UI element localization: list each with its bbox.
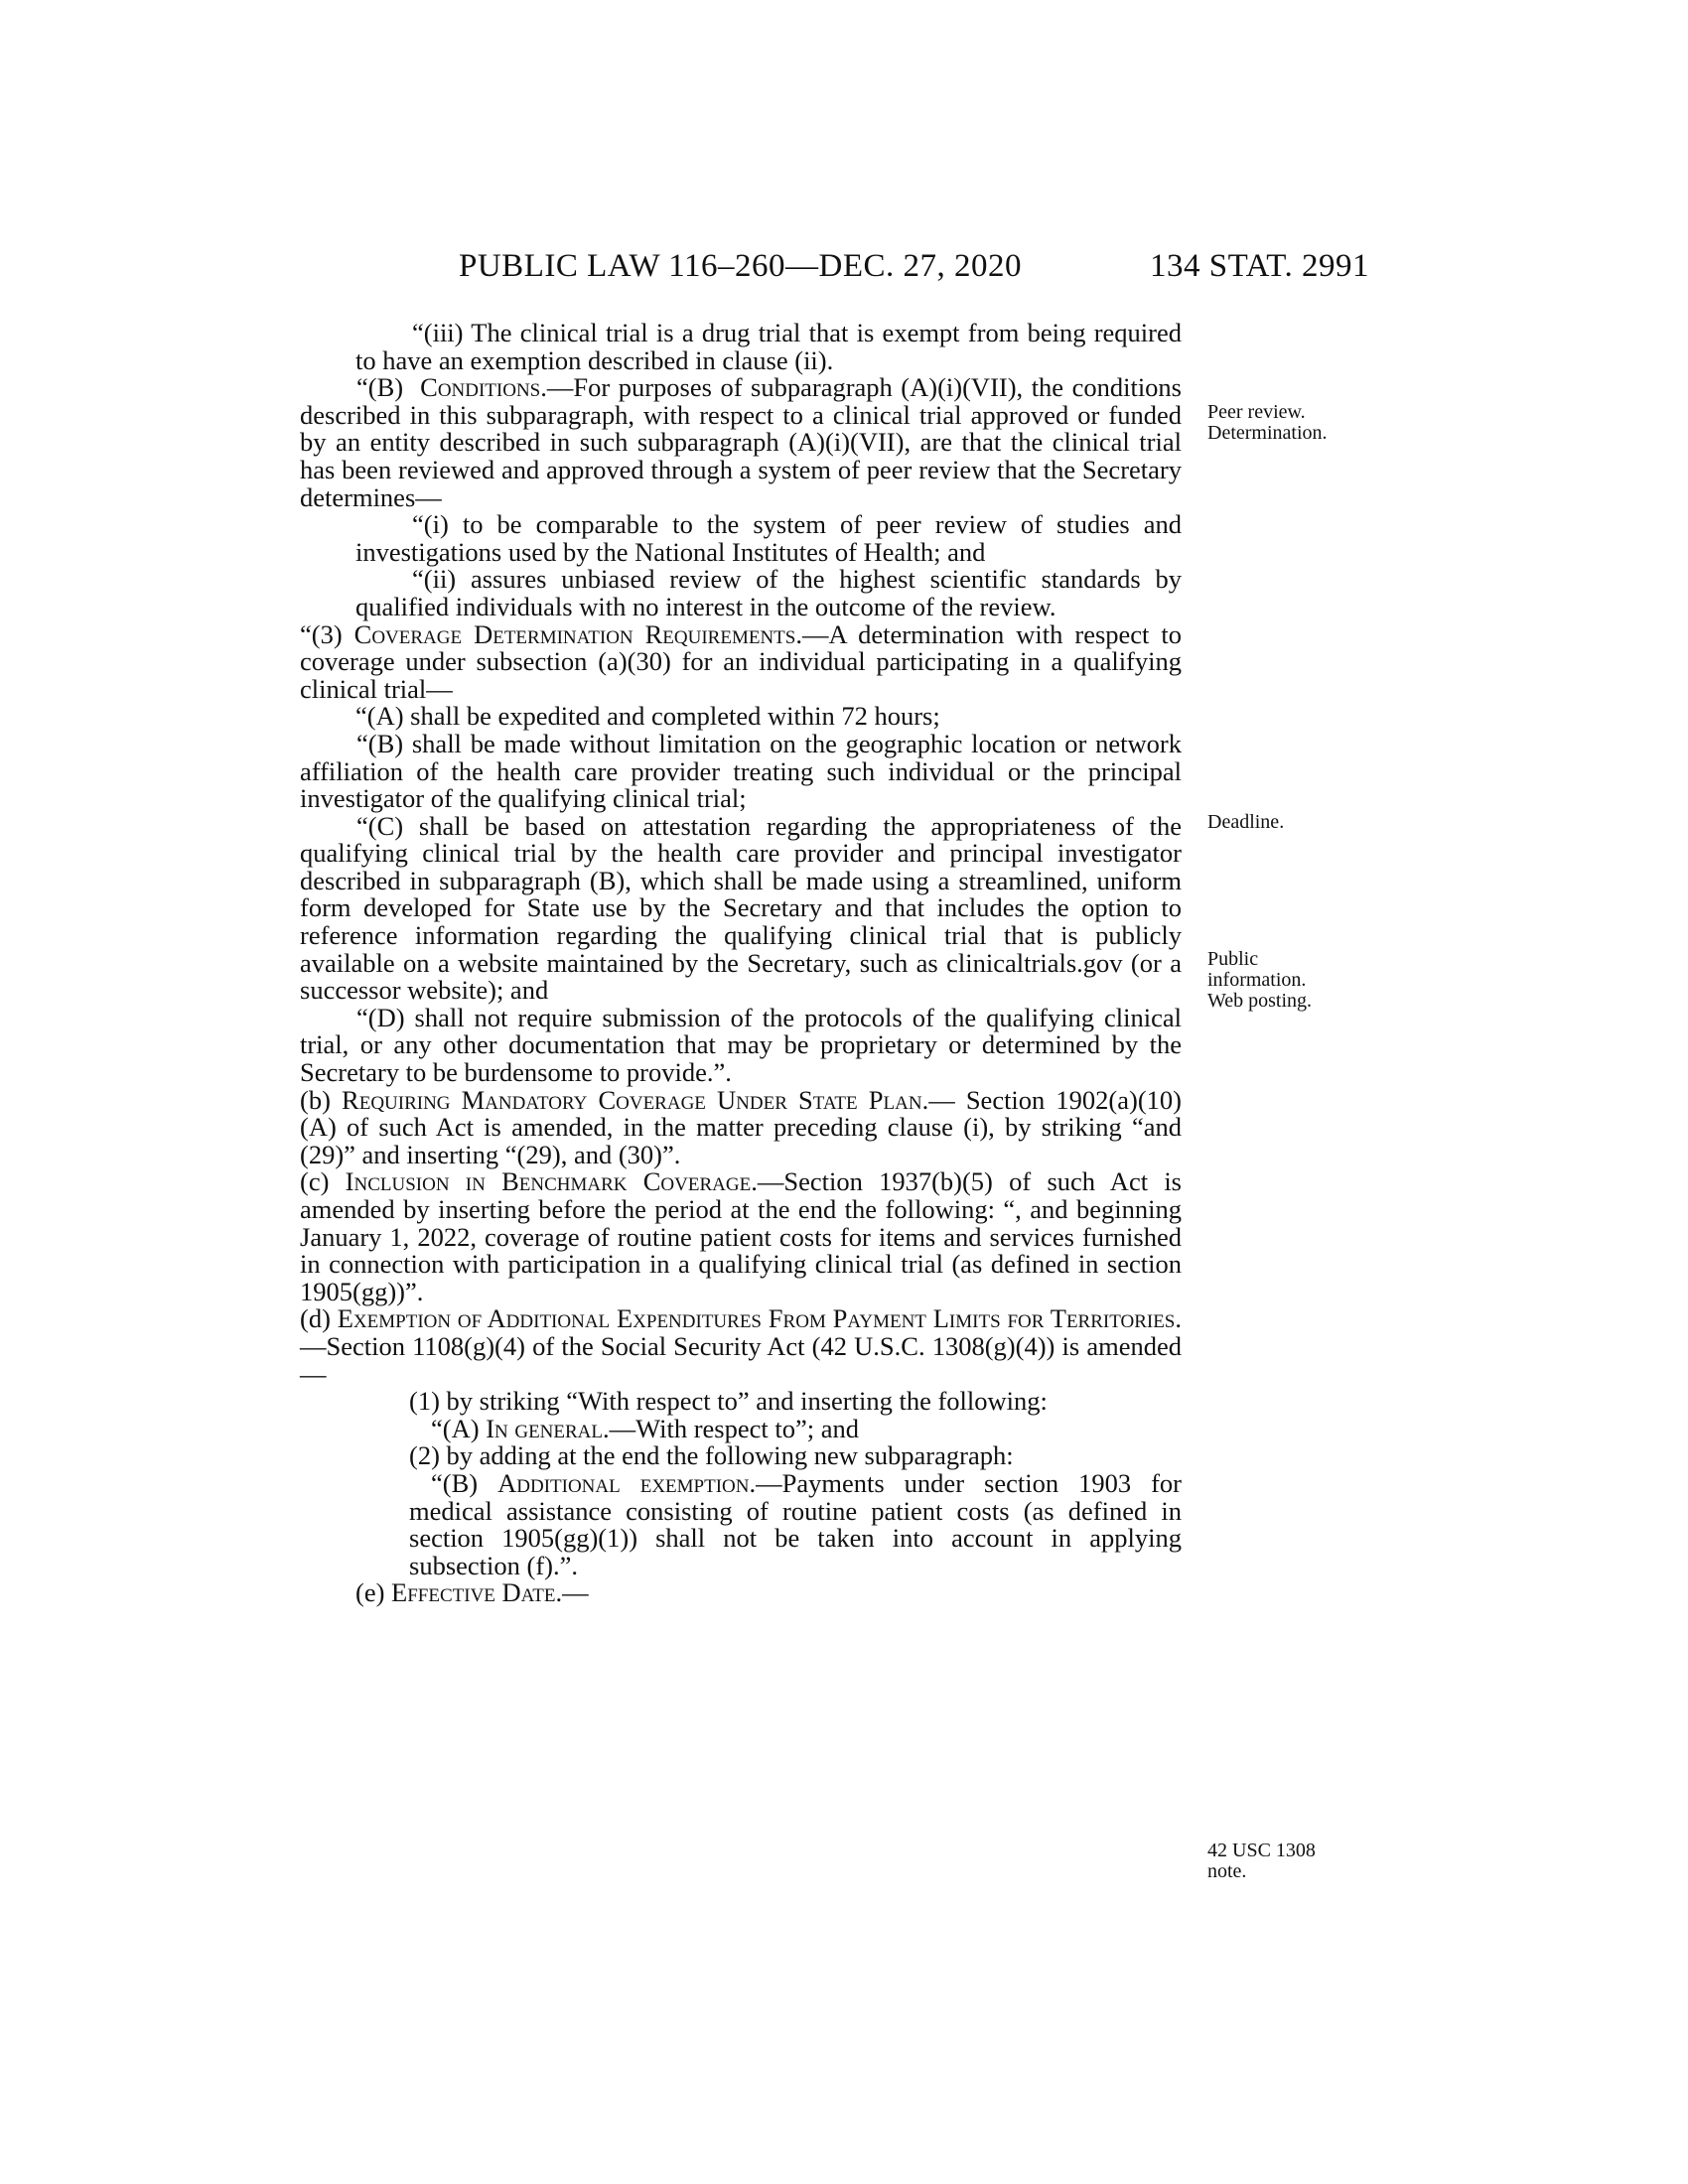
clause-i: “(i) to be comparable to the system of peer review of studies and investigations used by the National Institutes of Health; and [355, 509, 1182, 567]
paragraph-1: (1) by striking “With respect to” and inserting the following: [409, 1386, 1048, 1417]
inserted-subparagraph-b: “(B) Additional exemption.—Payments under section 1903 for medical assistance consisting of routine patient costs (as defined in section 1905(gg)(1)) shall not be taken into account in applying subsection (f).”. [409, 1467, 1182, 1580]
margin-note-determination: Determination. [1207, 422, 1328, 444]
clause-iii: “(iii) The clinical trial is a drug trial that is exempt from being required to have an exemption described in clause (ii). [355, 318, 1182, 375]
heading-mandatory-coverage: Requiring Mandatory Coverage Under State Plan [342, 1084, 922, 1115]
heading-in-general: In general [486, 1413, 604, 1443]
margin-note-deadline: Deadline. [1207, 811, 1285, 833]
subsection-d: (d) Exemption of Additional Expenditures From Payment Limits for Territories.—Section 1108(g)(4) of the Social Security Act (42 U.S.C. 1308(g)(4)) is amended— [300, 1303, 1183, 1389]
heading-coverage-determination: Coverage Determination Requirements [353, 618, 796, 649]
paragraph-3-coverage: “(3) Coverage Determination Requirements.—A determination with respect to coverage under subsection (a)(30) for an individual participating in a qualifying clinical trial— [300, 618, 1182, 704]
margin-note-peer-review: Peer review. [1207, 401, 1306, 423]
subparagraph-c: “(C) shall be based on attestation regarding the appropriateness of the qualifying clinical trial by the health care provider and principal investigator described in subparagraph (B), which shall be made using a streamlined, uniform form developed for State use by the Secretary and that includes the option to reference information regarding the qualifying clinical trial that is publicly available on a website maintained by the Secretary, such as clinicaltrials.gov (or a successor website); and [300, 810, 1182, 1006]
margin-note-note: note. [1207, 1860, 1247, 1882]
margin-note-web-posting: Web posting. [1207, 990, 1313, 1012]
subparagraph-b-conditions: “(B) Conditions.—For purposes of subparagraph (A)(i)(VII), the conditions described in this subparagraph, with respect to a clinical trial approved or funded by an entity described in such subparagraph (A)(i)(VII), are that the clinical trial has been reviewed and approved through a system of peer review that the Secretary determines— [300, 372, 1182, 512]
statute-body [300, 320, 1182, 1607]
subparagraph-b: “(B) shall be made without limitation on the geographic location or network affiliation of the health care provider treating such individual or the principal investigator of the qualifying clinical trial; [300, 728, 1182, 814]
heading-effective-date: Effective Date [391, 1577, 556, 1608]
heading-conditions: Conditions [420, 372, 541, 403]
inserted-subparagraph-a: “(A) In general.—With respect to”; and [431, 1413, 859, 1443]
subparagraph-a: “(A) shall be expedited and completed within 72 hours; [355, 701, 940, 732]
margin-note-usc-citation: 42 USC 1308 [1207, 1840, 1316, 1861]
margin-note-information: information. [1207, 969, 1307, 991]
subparagraph-d: “(D) shall not require submission of the protocols of the qualifying clinical trial, or any other documentation that may be proprietary or determined by the Secretary to be burdensome to provide.”. [300, 1002, 1182, 1088]
running-header-title: PUBLIC LAW 116–260—DEC. 27, 2020 [459, 248, 1023, 284]
page-citation: 134 STAT. 2991 [1150, 248, 1370, 284]
subsection-e: (e) Effective Date.— [355, 1577, 589, 1608]
heading-benchmark-coverage: Inclusion in Benchmark Coverage [345, 1166, 752, 1197]
margin-note-public: Public [1207, 948, 1259, 970]
subsection-b: (b) Requiring Mandatory Coverage Under State Plan.— Section 1902(a)(10)(A) of such Act is amended, in the matter preceding clause (i), by striking “and (29)” and inserting “(29), and (30)”. [300, 1084, 1182, 1169]
clause-ii: “(ii) assures unbiased review of the highest scientific standards by qualified individuals with no interest in the outcome of the review. [355, 564, 1182, 621]
paragraph-2: (2) by adding at the end the following new subparagraph: [409, 1440, 1014, 1471]
heading-additional-exemption: Additional exemption [497, 1467, 750, 1498]
subsection-c: (c) Inclusion in Benchmark Coverage.—Section 1937(b)(5) of such Act is amended by inserting before the period at the end the following: “, and beginning January 1, 2022, coverage of routine patient costs for items and services furnished in connection with participation in a qualifying clinical trial (as defined in section 1905(gg))”. [300, 1166, 1182, 1306]
heading-exemption-territories: Exemption of Additional Expenditures From Payment Limits for Territories [337, 1303, 1176, 1334]
